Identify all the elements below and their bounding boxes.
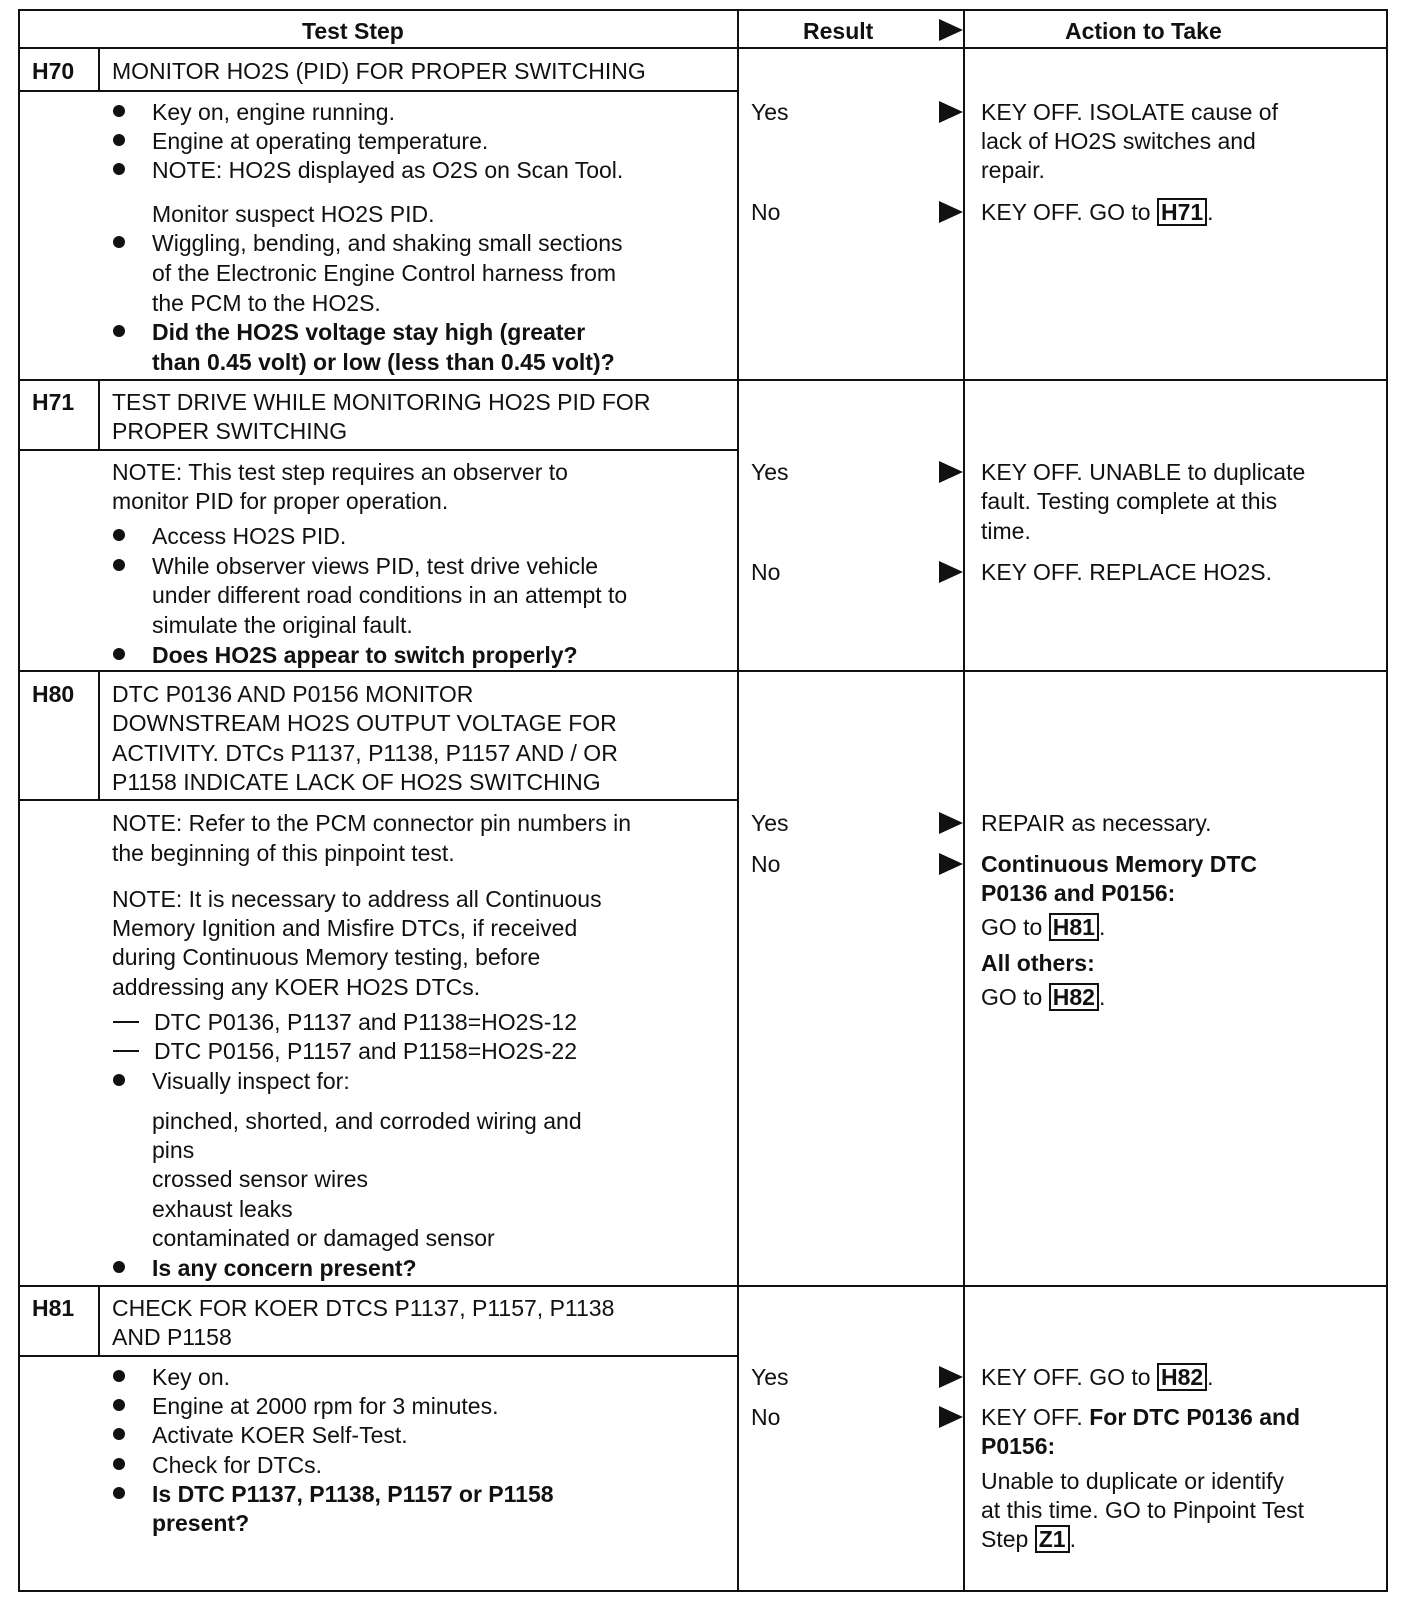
bullet-icon: [113, 1074, 125, 1086]
h81-action-no-bold: For DTC P0136 and: [1089, 1404, 1301, 1430]
bullet-icon: [113, 1399, 125, 1411]
h81-action-yes: [981, 1362, 1214, 1392]
column-divider-code: [98, 1287, 100, 1356]
h71-action-yes-line-3: time.: [981, 518, 1031, 544]
h71-bullet-1: Access HO2S PID.: [152, 523, 347, 549]
bullet-icon: [113, 559, 125, 571]
h80-question: Is any concern present?: [152, 1255, 417, 1281]
h70-action-yes-line-2: lack of HO2S switches and: [981, 128, 1256, 154]
column-divider-result: [737, 9, 739, 1592]
step-title-h81-line-2: AND P1158: [112, 1324, 232, 1350]
h81-bullet-4: Check for DTCs.: [152, 1452, 322, 1478]
h71-question: Does HO2S appear to switch properly?: [152, 642, 578, 668]
h70-question-line-1: Did the HO2S voltage stay high (greater: [152, 319, 586, 345]
step-link-h82[interactable]: H82: [1157, 1363, 1207, 1391]
h80-note-1-line-2: the beginning of this pinpoint test.: [112, 840, 455, 866]
step-link-h81[interactable]: H81: [1049, 913, 1099, 941]
bullet-icon: [113, 236, 125, 248]
arrow-icon: [939, 812, 963, 834]
step-link-z1[interactable]: Z1: [1035, 1525, 1070, 1553]
h81-action-no-key-off: KEY OFF.: [981, 1404, 1083, 1430]
dash-icon: [113, 1021, 139, 1023]
h70-bullet-2: Engine at operating temperature.: [152, 128, 489, 154]
h80-action-no-heading-2: P0136 and P0156:: [981, 880, 1176, 906]
h71-result-yes: Yes: [751, 459, 789, 485]
step-code-h70: H70: [32, 58, 75, 84]
step-title-h71-line-2: PROPER SWITCHING: [112, 418, 348, 444]
h80-note-2-line-1: NOTE: It is necessary to address all Continuous: [112, 886, 602, 912]
h81-action-no-line-3: Unable to duplicate or identify: [981, 1468, 1285, 1494]
h80-note-1-line-1: NOTE: Refer to the PCM connector pin numbers in: [112, 810, 631, 836]
h71-bullet-2-line-3: simulate the original fault.: [152, 612, 413, 638]
period: .: [1098, 984, 1106, 1010]
h80-action-yes: REPAIR as necessary.: [981, 810, 1212, 836]
period: .: [1207, 199, 1214, 225]
h80-bullet-1: Visually inspect for:: [152, 1068, 350, 1094]
step-title-h80-line-3: ACTIVITY. DTCs P1137, P1138, P1157 AND / OR: [112, 740, 618, 766]
h71-action-yes-line-1: KEY OFF. UNABLE to duplicate: [981, 459, 1306, 485]
bullet-icon: [113, 1458, 125, 1470]
h81-action-no-line-2: P0156:: [981, 1433, 1056, 1459]
h80-action-go-h82: [981, 982, 1105, 1012]
h70-bullet-4-line-3: the PCM to the HO2S.: [152, 290, 381, 316]
bullet-icon: [113, 1487, 125, 1499]
go-to-text: GO to: [981, 984, 1043, 1010]
step-code-h81: H81: [32, 1295, 75, 1321]
arrow-icon: [939, 201, 963, 223]
h80-inspect-3: crossed sensor wires: [152, 1166, 369, 1192]
h80-result-no: No: [751, 851, 781, 877]
h70-indent: Monitor suspect HO2S PID.: [152, 201, 435, 227]
go-to-text: GO to: [981, 914, 1043, 940]
header-action: Action to Take: [1065, 18, 1222, 44]
arrow-icon: [939, 1366, 963, 1388]
h70-result-yes: Yes: [751, 99, 789, 125]
h71-result-no: No: [751, 559, 781, 585]
h70-action-no: [981, 197, 1214, 227]
h81-action-no-line-1: [981, 1402, 1300, 1432]
bullet-icon: [113, 648, 125, 660]
h80-dash-2: DTC P0156, P1157 and P1158=HO2S-22: [154, 1038, 578, 1064]
h81-action-no-line-4: at this time. GO to Pinpoint Test: [981, 1497, 1304, 1523]
bullet-icon: [113, 163, 125, 175]
h80-dash-1: DTC P0136, P1137 and P1138=HO2S-12: [154, 1009, 578, 1035]
h70-result-no: No: [751, 199, 781, 225]
step-code-h80: H80: [32, 681, 75, 707]
h81-bullet-3: Activate KOER Self-Test.: [152, 1422, 408, 1448]
step-text: Step: [981, 1526, 1029, 1552]
row-divider: [18, 379, 1388, 381]
step-title-h80-line-4: P1158 INDICATE LACK OF HO2S SWITCHING: [112, 769, 601, 795]
period: .: [1098, 914, 1106, 940]
h71-bullet-2-line-2: under different road conditions in an attempt to: [152, 582, 628, 608]
h70-action-yes-line-1: KEY OFF. ISOLATE cause of: [981, 99, 1278, 125]
header-test-step: Test Step: [302, 18, 404, 44]
h71-note-line-1: NOTE: This test step requires an observer to: [112, 459, 568, 485]
title-divider: [18, 449, 737, 451]
h70-action-no-text: KEY OFF. GO to: [981, 199, 1151, 225]
period: .: [1069, 1526, 1076, 1552]
h70-bullet-1: Key on, engine running.: [152, 99, 395, 125]
h80-action-go-h81: [981, 912, 1105, 942]
title-divider: [18, 799, 737, 801]
h80-note-2-line-3: during Continuous Memory testing, before: [112, 944, 541, 970]
row-divider: [18, 670, 1388, 672]
step-title-h70: MONITOR HO2S (PID) FOR PROPER SWITCHING: [112, 58, 646, 84]
arrow-icon: [939, 1406, 963, 1428]
h80-inspect-2: pins: [152, 1137, 195, 1163]
h81-bullet-2: Engine at 2000 rpm for 3 minutes.: [152, 1393, 499, 1419]
h80-inspect-4: exhaust leaks: [152, 1196, 293, 1222]
h71-bullet-2-line-1: While observer views PID, test drive vehicle: [152, 553, 599, 579]
h80-note-2-line-2: Memory Ignition and Misfire DTCs, if received: [112, 915, 578, 941]
bullet-icon: [113, 105, 125, 117]
bullet-icon: [113, 134, 125, 146]
bullet-icon: [113, 325, 125, 337]
bullet-icon: [113, 529, 125, 541]
bullet-icon: [113, 1370, 125, 1382]
step-link-h82[interactable]: H82: [1049, 983, 1099, 1011]
step-link-h71[interactable]: H71: [1157, 198, 1207, 226]
h70-bullet-4-line-2: of the Electronic Engine Control harness from: [152, 260, 617, 286]
dash-icon: [113, 1050, 139, 1052]
bullet-icon: [113, 1428, 125, 1440]
h81-result-yes: Yes: [751, 1364, 789, 1390]
h81-result-no: No: [751, 1404, 781, 1430]
h70-action-yes-line-3: repair.: [981, 157, 1045, 183]
header-result: Result: [803, 18, 874, 44]
step-title-h80-line-1: DTC P0136 AND P0156 MONITOR: [112, 681, 474, 707]
h71-action-yes-line-2: fault. Testing complete at this: [981, 488, 1278, 514]
step-code-h71: H71: [32, 389, 75, 415]
column-divider-code: [98, 49, 100, 92]
h80-action-all-others: All others:: [981, 950, 1095, 976]
column-divider-action: [963, 9, 965, 1592]
bullet-icon: [113, 1261, 125, 1273]
h80-inspect-1: pinched, shorted, and corroded wiring and: [152, 1108, 582, 1134]
column-divider-code: [98, 672, 100, 801]
arrow-icon: [939, 19, 963, 41]
arrow-icon: [939, 461, 963, 483]
column-divider-code: [98, 381, 100, 450]
h71-note-line-2: monitor PID for proper operation.: [112, 488, 449, 514]
period: .: [1207, 1364, 1214, 1390]
arrow-icon: [939, 853, 963, 875]
h81-action-yes-text: KEY OFF. GO to: [981, 1364, 1151, 1390]
h70-bullet-4-line-1: Wiggling, bending, and shaking small sections: [152, 230, 623, 256]
h80-result-yes: Yes: [751, 810, 789, 836]
h70-bullet-3: NOTE: HO2S displayed as O2S on Scan Tool.: [152, 157, 624, 183]
step-title-h81-line-1: CHECK FOR KOER DTCS P1137, P1157, P1138: [112, 1295, 615, 1321]
h81-action-no-line-5: [981, 1524, 1076, 1554]
h80-note-2-line-4: addressing any KOER HO2S DTCs.: [112, 974, 481, 1000]
step-title-h71-line-1: TEST DRIVE WHILE MONITORING HO2S PID FOR: [112, 389, 651, 415]
h80-inspect-5: contaminated or damaged sensor: [152, 1225, 495, 1251]
h81-question-line-2: present?: [152, 1510, 250, 1536]
arrow-icon: [939, 101, 963, 123]
h81-question-line-1: Is DTC P1137, P1138, P1157 or P1158: [152, 1481, 554, 1507]
arrow-icon: [939, 561, 963, 583]
title-divider: [18, 90, 737, 92]
row-divider: [18, 1285, 1388, 1287]
header-divider: [18, 47, 1388, 49]
h80-action-no-heading-1: Continuous Memory DTC: [981, 851, 1257, 877]
title-divider: [18, 1355, 737, 1357]
h70-question-line-2: than 0.45 volt) or low (less than 0.45 volt)?: [152, 349, 615, 375]
h71-action-no: KEY OFF. REPLACE HO2S.: [981, 559, 1273, 585]
h81-bullet-1: Key on.: [152, 1364, 230, 1390]
step-title-h80-line-2: DOWNSTREAM HO2S OUTPUT VOLTAGE FOR: [112, 710, 617, 736]
